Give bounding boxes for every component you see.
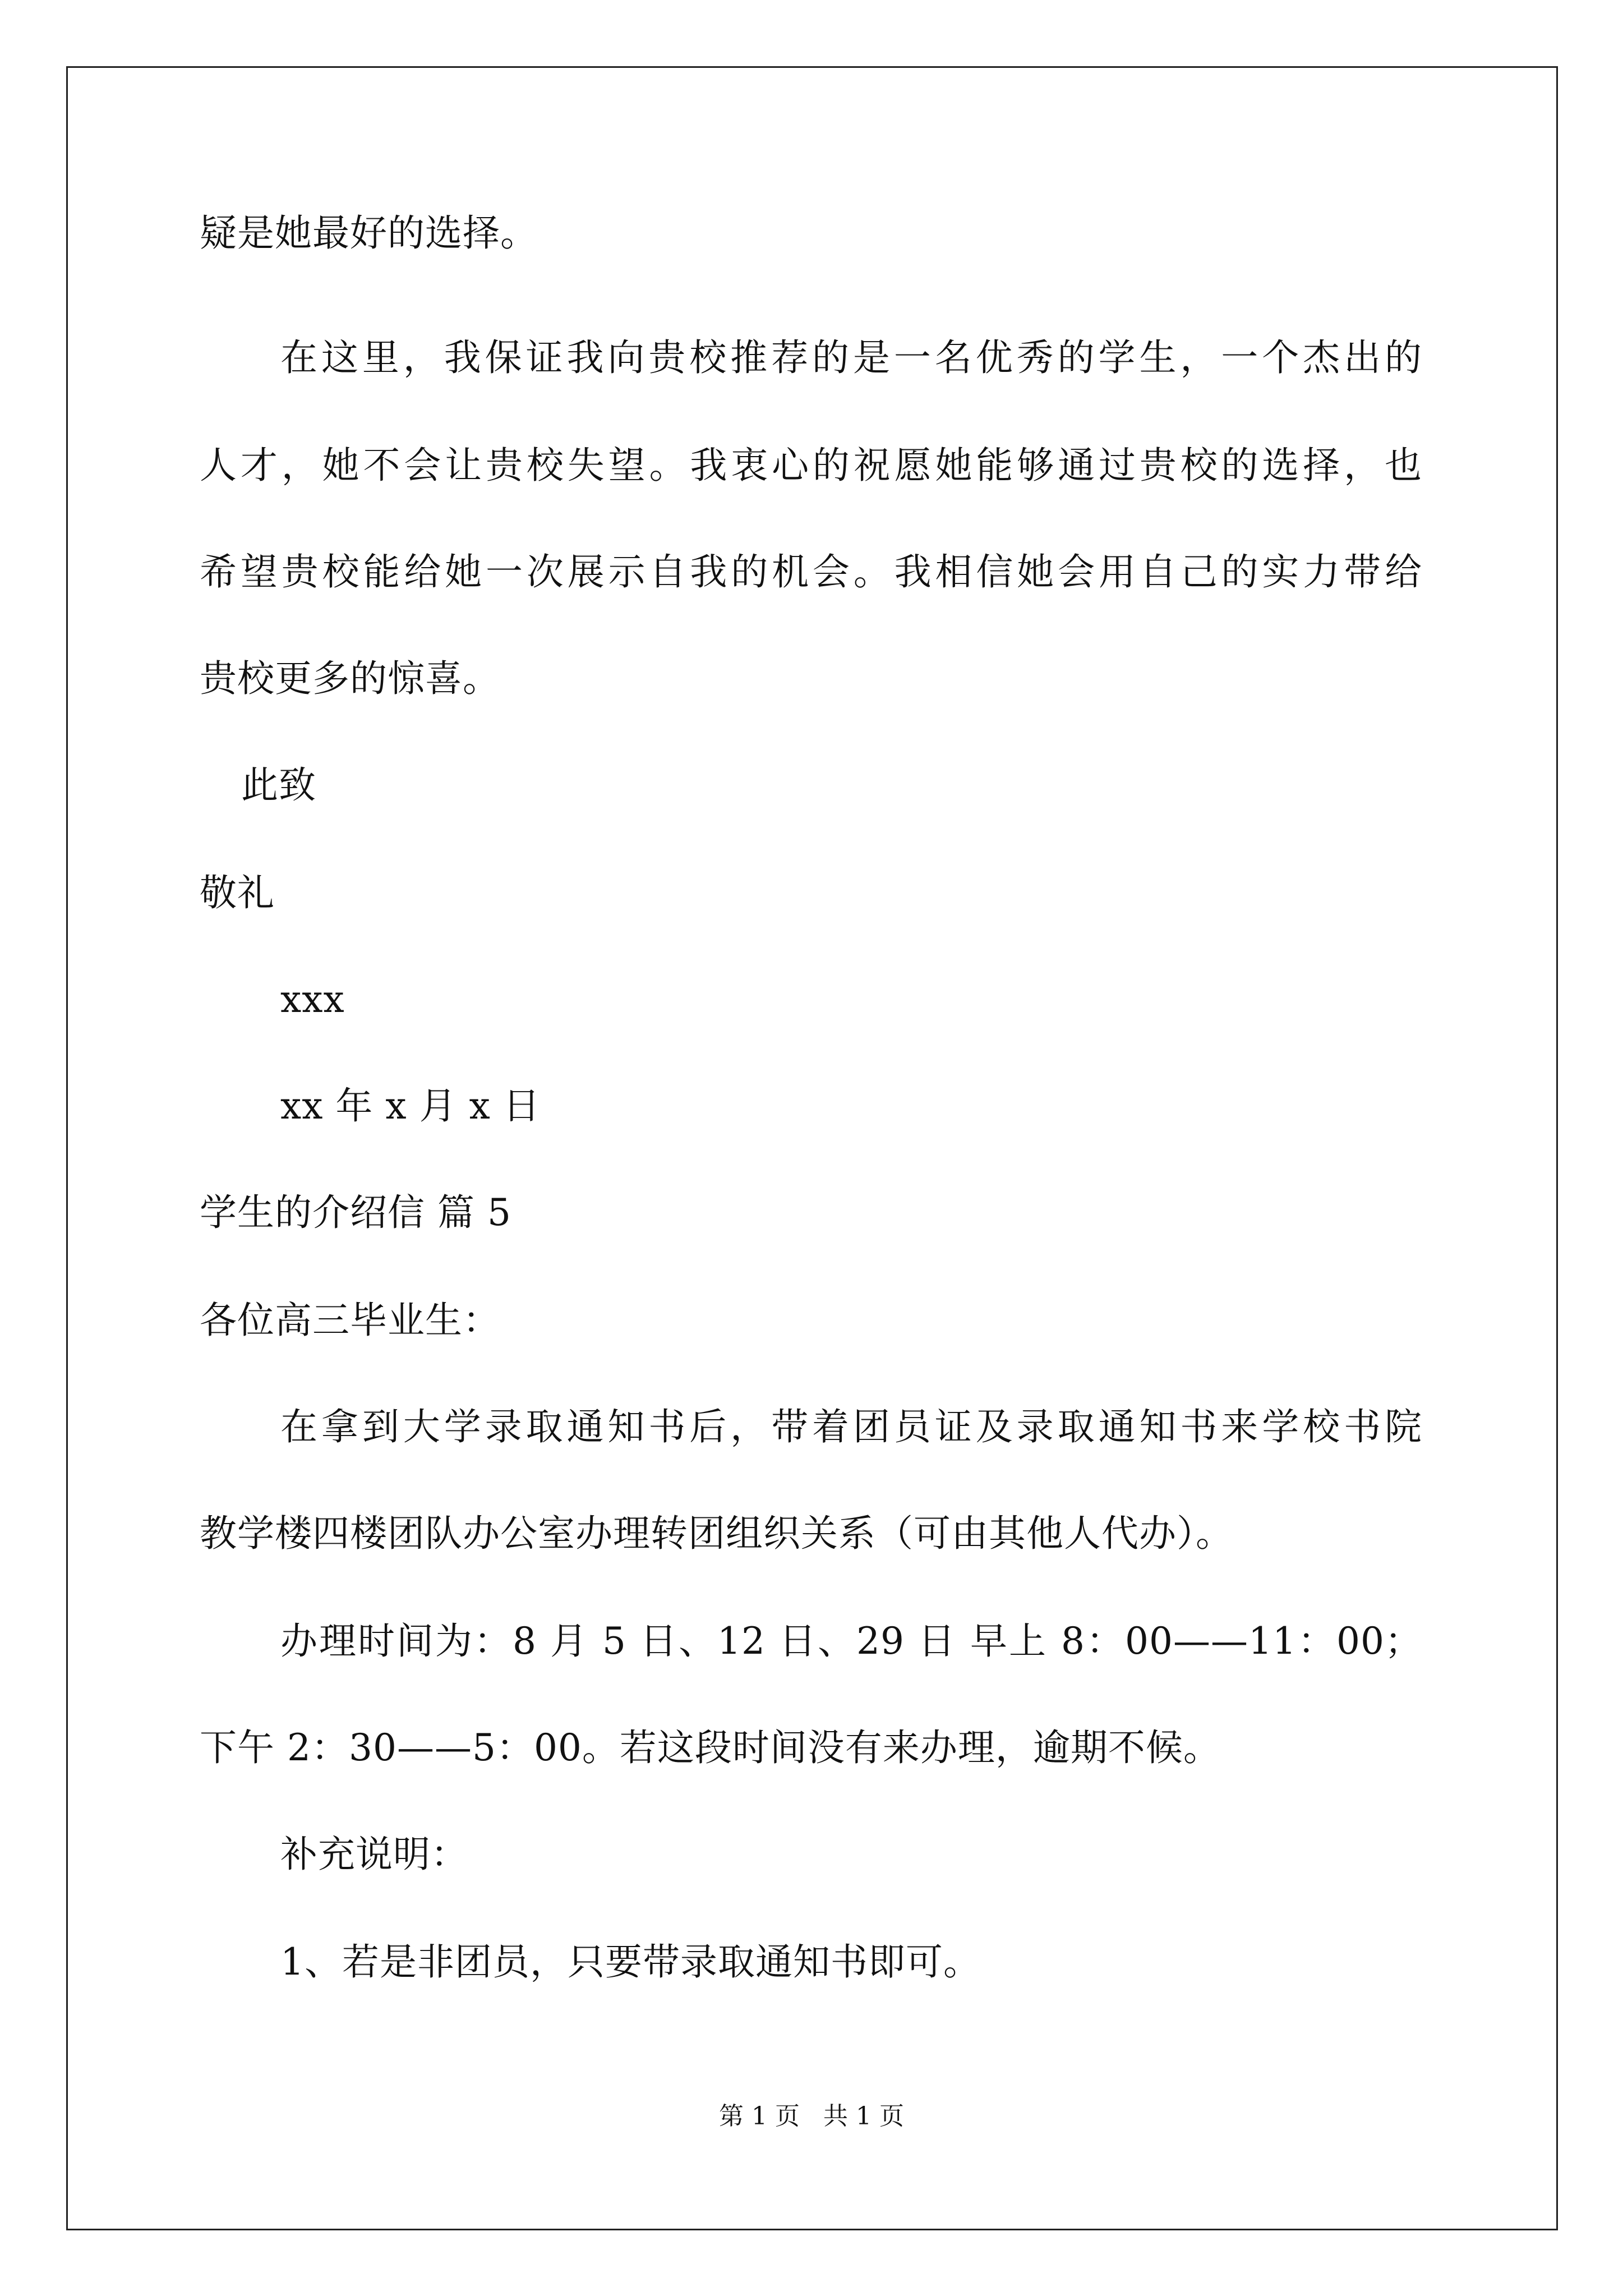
office-hours-line: 办理时间为：8 月 5 日、12 日、29 日 早上 8：00——11：00； xyxy=(280,1619,1422,1663)
supplement-item-1: 1、若是非团员，只要带录取通知书即可。 xyxy=(280,1940,981,1984)
section-heading: 学生的介绍信 篇 5 xyxy=(200,1191,511,1234)
signature-name: xxx xyxy=(280,978,345,1021)
text-line-5: 贵校更多的惊喜。 xyxy=(200,657,500,700)
text-line-3: 人才，她不会让贵校失望。我衷心的祝愿她能够通过贵校的选择，也 xyxy=(200,444,1422,487)
text-line-13: 教学楼四楼团队办公室办理转团组织关系（可由其他人代办）。 xyxy=(200,1512,1233,1555)
text-line-4: 希望贵校能给她一次展示自我的机会。我相信她会用自己的实力带给 xyxy=(200,550,1422,593)
page-border xyxy=(66,66,1558,2230)
greeting: 各位高三毕业生： xyxy=(200,1299,500,1342)
closing-salutation: 此致 xyxy=(241,763,316,807)
signature-date: xx 年 x 月 x 日 xyxy=(280,1084,541,1128)
text-line-1: 疑是她最好的选择。 xyxy=(200,211,538,255)
text-line-12: 在拿到大学录取通知书后，带着团员证及录取通知书来学校书院 xyxy=(280,1405,1422,1448)
afternoon-hours-line: 下午 2：30——5：00。若这段时间没有来办理，逾期不候。 xyxy=(200,1726,1221,1769)
text-line-2: 在这里，我保证我向贵校推荐的是一名优秀的学生，一个杰出的 xyxy=(280,336,1422,379)
page-footer: 第 1 页 共 1 页 xyxy=(719,2102,904,2131)
supplement-heading: 补充说明： xyxy=(280,1833,468,1876)
closing-regards: 敬礼 xyxy=(200,871,275,914)
